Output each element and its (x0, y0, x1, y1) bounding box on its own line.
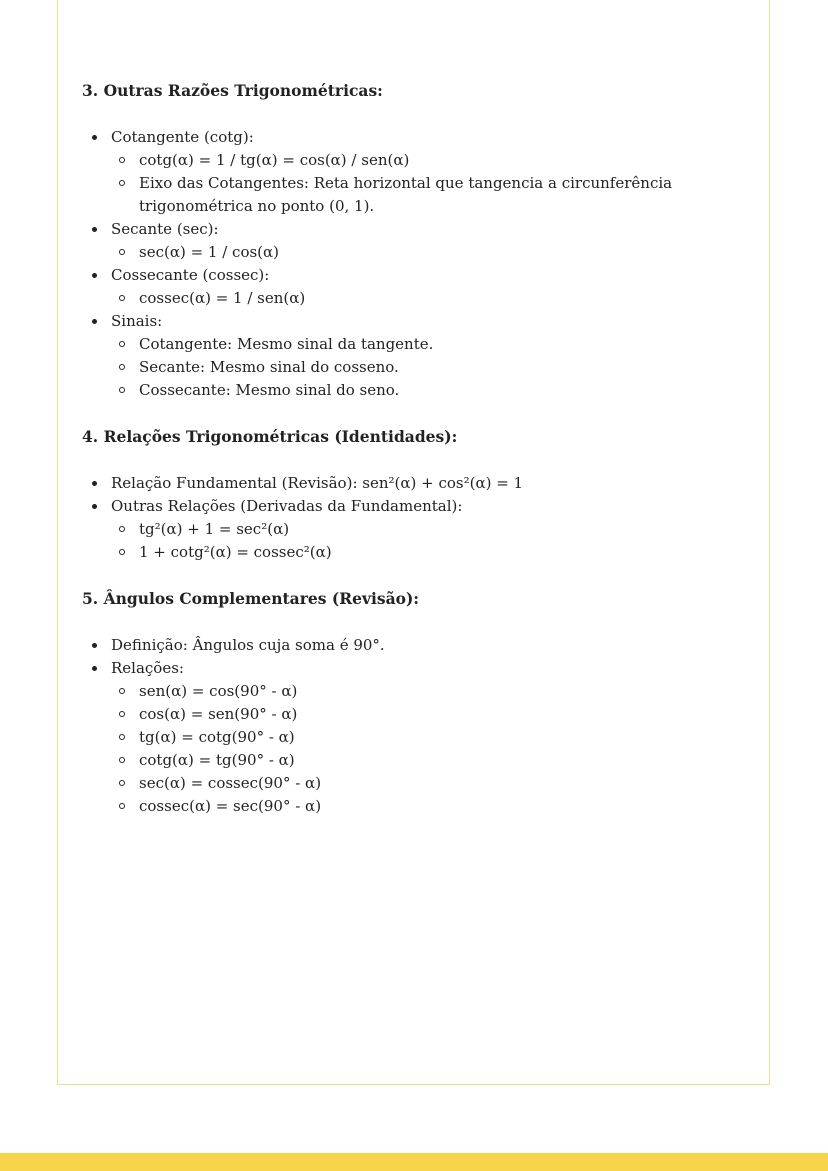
list-item (82, 472, 762, 495)
sub-list (111, 680, 762, 818)
list-item (82, 310, 762, 402)
list-item-label: Cotangente (cotg): (111, 128, 254, 146)
list-item (82, 126, 762, 218)
sub-list-item: Eixo das Cotangentes: Reta horizontal que tangencia a circunferência trigonométrica no ponto (0, 1). (111, 172, 739, 218)
list-item (82, 634, 762, 657)
sub-list-item: 1 + cotg²(α) = cossec²(α) (111, 541, 762, 564)
list-item (82, 264, 762, 310)
section-outras-razoes (82, 78, 762, 402)
sub-list-item: tg²(α) + 1 = sec²(α) (111, 518, 762, 541)
sub-list-item: cotg(α) = tg(90° - α) (111, 749, 762, 772)
section-heading: 3. Outras Razões Trigonométricas: (82, 81, 383, 100)
list-item-label: Secante (sec): (111, 220, 219, 238)
list-item-label: Definição: Ângulos cuja soma é 90°. (111, 636, 385, 654)
sub-list (111, 287, 762, 310)
sub-list (111, 149, 762, 218)
sub-list-item: Cossecante: Mesmo sinal do seno. (111, 379, 762, 402)
bullet-list (82, 472, 762, 564)
document-content (82, 78, 762, 840)
sub-list-item: cos(α) = sen(90° - α) (111, 703, 762, 726)
list-item (82, 495, 762, 564)
sub-list-item: Secante: Mesmo sinal do cosseno. (111, 356, 762, 379)
sub-list-item: cotg(α) = 1 / tg(α) = cos(α) / sen(α) (111, 149, 762, 172)
sub-list (111, 241, 762, 264)
sub-list-item: sen(α) = cos(90° - α) (111, 680, 762, 703)
sub-list-item: cossec(α) = 1 / sen(α) (111, 287, 762, 310)
list-item (82, 657, 762, 818)
bullet-list (82, 126, 762, 402)
bullet-list (82, 634, 762, 818)
section-relacoes-trigonometricas (82, 424, 762, 564)
sub-list-item: Cotangente: Mesmo sinal da tangente. (111, 333, 762, 356)
sub-list-item: sec(α) = 1 / cos(α) (111, 241, 762, 264)
list-item-label: Cossecante (cossec): (111, 266, 270, 284)
list-item-label: Relações: (111, 659, 184, 677)
section-heading: 5. Ângulos Complementares (Revisão): (82, 589, 420, 608)
sub-list-item: tg(α) = cotg(90° - α) (111, 726, 762, 749)
sub-list-item: sec(α) = cossec(90° - α) (111, 772, 762, 795)
list-item-label: Outras Relações (Derivadas da Fundamental): (111, 497, 463, 515)
section-angulos-complementares (82, 586, 762, 818)
bottom-accent-bar (0, 1153, 828, 1171)
sub-list (111, 333, 762, 402)
section-heading: 4. Relações Trigonométricas (Identidades): (82, 427, 458, 446)
sub-list (111, 518, 762, 564)
list-item-label: Sinais: (111, 312, 163, 330)
list-item-label: Relação Fundamental (Revisão): sen²(α) + cos²(α) = 1 (111, 474, 524, 492)
sub-list-item: cossec(α) = sec(90° - α) (111, 795, 762, 818)
list-item (82, 218, 762, 264)
